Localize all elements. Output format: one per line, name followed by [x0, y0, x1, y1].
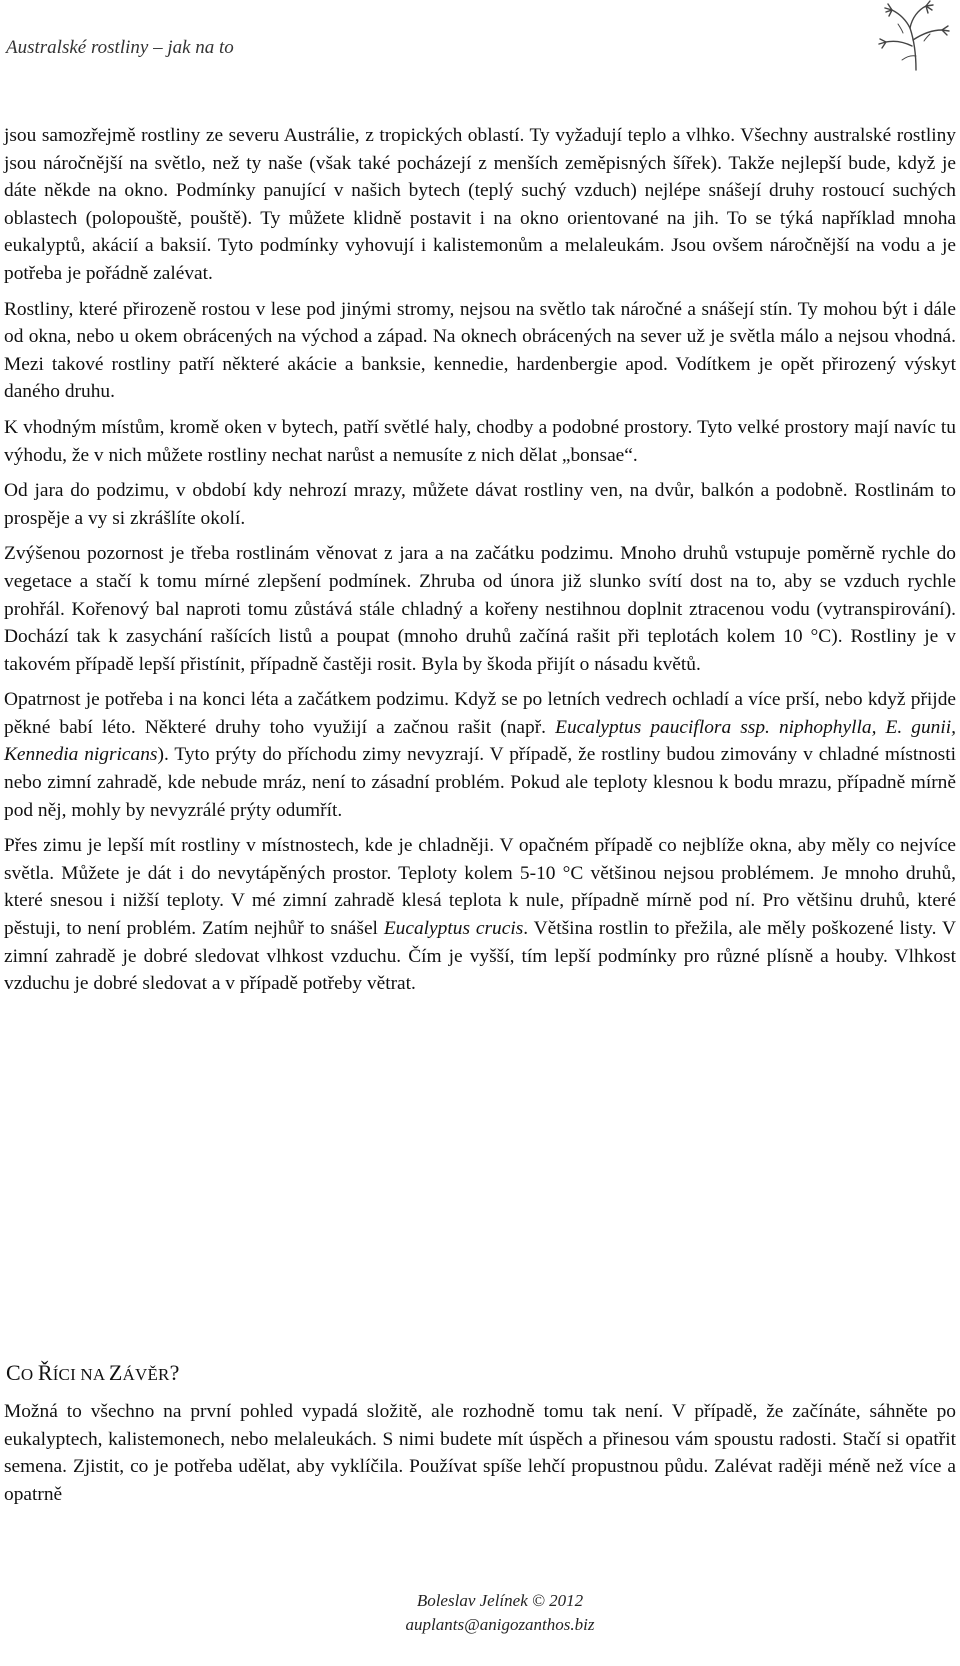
species-names: Eucalyptus pauciflora ssp. niphophylla, E. gunii, Kennedia nigricans: [4, 716, 956, 766]
kangaroo-paw-logo: [872, 0, 960, 72]
paragraph: Rostliny, které přirozeně rostou v lese pod jinými stromy, nejsou na světlo tak náročné a snášejí stín. Ty mohou být i dále od okna, nebo u okem obrácených na východ a západ. Na oknech obrácených na sever už je světla málo a nejsou vhodná. Mezi takové rostliny patří některé akácie a banksie, kennedie, hardenbergie apod. Vodítkem je opět přirozený výskyt daného druhu.: [4, 298, 956, 403]
body-text: [4, 122, 956, 1006]
footer-author: Boleslav Jelínek © 2012: [416, 1591, 584, 1610]
page-footer: [0, 1589, 960, 1637]
heading-letters: O: [20, 1365, 38, 1384]
paragraph-text: Přes zimu je lepší mít rostliny v místnostech, kde je chladněji. V opačném případě co nejblíže okna, aby měly co nejvíce světla. Můžete je dát i do nevytápěných prostor. Teploty kolem 5-10 °C většinou nejsou problémem. Je mnoho druhů, které snesou i nižší teploty. V mé zimní zahradě klesá teplota k nule, případně mírně pod ní. Pro většinu druhů, které pěstuji, to není problém. Zatím nejhůř to snášel: [4, 835, 956, 940]
paragraph-text: Opatrnost je potřeba i na konci léta a začátkem podzimu. Když se po letních vedrech ochladí a více prší, nebo když přijde pěkné babí léto. Některé druhy toho využijí a začnou rašit (např.: [4, 689, 956, 738]
paragraph: [4, 832, 956, 998]
heading-letter: ?: [169, 1360, 180, 1385]
heading-letters: ÍCI NA: [52, 1365, 109, 1384]
heading-letter: Z: [108, 1360, 123, 1385]
paragraph-text: . Většina rostlin to přežila, ale měly poškozené listy. V zimní zahradě je dobré sledovat vlhkost vzduchu. Čím je vyšší, tím lepší podmínky pro různé plísně a houby. Vlhkost vzduchu je dobré sledovat a v případě potřeby větrat.: [4, 918, 956, 995]
paragraph: Možná to všechno na první pohled vypadá složitě, ale rozhodně tomu tak není. V případě, že začínáte, sáhněte po eukalyptech, kalistemonech, nebo melaleukách. S nimi budete mít úspěch a přinesou vám spoustu radosti. Stačí si opatřit semena. Zjistit, co je potřeba udělat, aby vyklíčila. Používat spíše lehčí propustnou půdu. Zalévat raději méně než více a opatrně: [4, 1401, 956, 1505]
paragraph: Zvýšenou pozornost je třeba rostlinám věnovat z jara a na začátku podzimu. Mnoho druhů vstupuje poměrně rychle do vegetace a stačí k tomu mírné zlepšení podmínek. Zhruba od února již slunko svítí dost na to, aby se vzduch rychle prohřál. Kořenový bal naproti tomu zůstává stále chladný a kořeny nestihnou doplnit ztracenou vodu (vytranspirování). Dochází tak k zasychání rašících listů a poupat (mnoho druhů začíná rašit při teplotách kolem 10 °C). Rostliny je v takovém případě lepší přistínit, případně častěji rosit. Byla by škoda přijít o násadu květů.: [4, 543, 956, 675]
paragraph: Od jara do podzimu, v období kdy nehrozí mrazy, můžete dávat rostliny ven, na dvůr, balkón a podobně. Rostlinám to prospěje a vy si zkrášlíte okolí.: [4, 480, 956, 529]
footer-email[interactable]: auplants@anigozanthos.biz: [405, 1615, 595, 1634]
heading-letters: ÁVĚR: [122, 1365, 170, 1384]
species-name: Eucalyptus crucis: [383, 918, 524, 940]
conclusion-text: [4, 1398, 956, 1508]
section-heading: [6, 1360, 180, 1386]
paragraph: K vhodným místům, kromě oken v bytech, patří světlé haly, chodby a podobné prostory. Tyto velké prostory mají navíc tu výhodu, že v nich můžete rostliny nechat narůst a nemusíte z nich dělat „bonsae“.: [4, 416, 956, 466]
paragraph: jsou samozřejmě rostliny ze severu Austrálie, z tropických oblastí. Ty vyžadují teplo a vlhko. Všechny australské rostliny jsou náročnější na světlo, než ty naše (však také pocházejí z menších zeměpisných šířek). Takže nejlepší bude, když je dáte někde na okno. Podmínky panující v našich bytech (teplý suchý vzduch) nejlépe snášejí druhy rostoucí suchých oblastech (polopouště, pouště). Ty můžete klidně postavit i na okno orientované na jih. To se týká například mnoha eukalyptů, akácií a baksií. Tyto podmínky vyhovují i kalistemonům a melaleukám. Jsou ovšem náročnější na vodu a je potřeba je pořádně zalévat.: [4, 125, 956, 284]
heading-letter: Ř: [37, 1360, 53, 1385]
heading-letter: C: [6, 1360, 21, 1385]
running-header: Australské rostliny – jak na to: [6, 37, 234, 58]
paragraph: [4, 686, 956, 824]
paragraph-text: ). Tyto prýty do příchodu zimy nevyzrají. V případě, že rostliny budou zimovány v chladné místnosti nebo zimní zahradě, kde nebude mráz, není to zásadní problém. Pokud ale teploty klesnou k bodu mrazu, případně mírně pod něj, mohly by nevyzrálé prýty odumřít.: [4, 744, 957, 821]
